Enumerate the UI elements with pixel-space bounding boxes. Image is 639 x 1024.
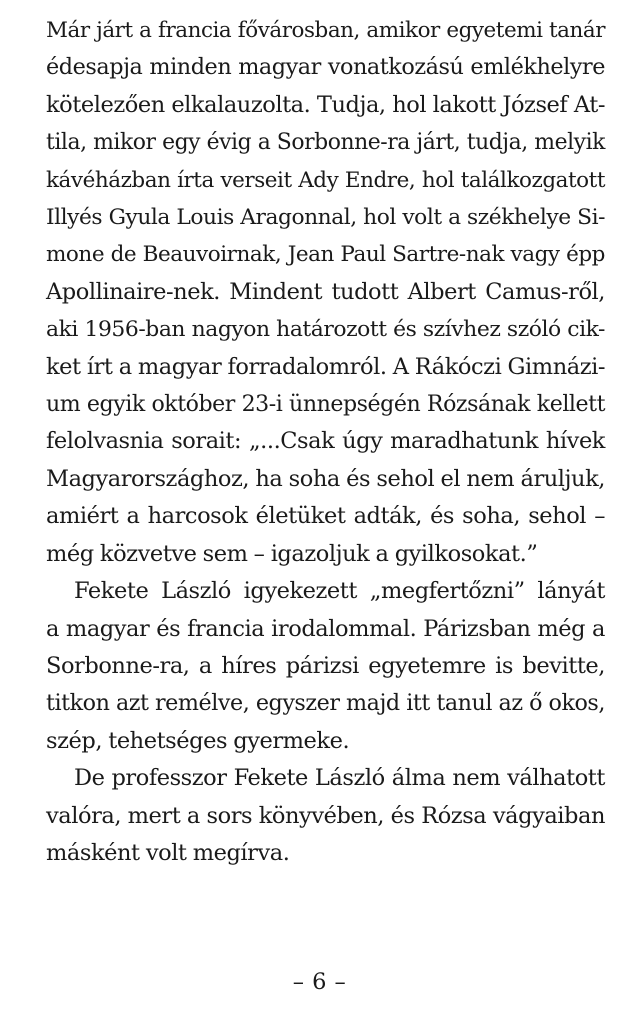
text-line: Sorbonne-ra, a híres párizsi egyetemre is bevitte,: [46, 652, 605, 679]
text-line: a magyar és francia irodalommal. Párizsban még a: [46, 615, 605, 642]
paragraph-3: [46, 760, 605, 872]
text-line: De professzor Fekete László álma nem válhatott: [74, 765, 605, 792]
text-line: um egyik október 23-i ünnepségén Rózsának kellett: [46, 391, 605, 418]
paragraph-2: [46, 573, 605, 760]
text-line: édesapja minden magyar vonatkozású emlékhelyre: [46, 54, 605, 81]
paragraph-1: [46, 12, 605, 573]
text-line: másként volt megírva.: [46, 839, 290, 866]
text-line: Illyés Gyula Louis Aragonnal, hol volt a székhelye Si-: [46, 205, 605, 231]
text-line: Apollinaire-nek. Mindent tudott Albert Camus-ről,: [46, 278, 605, 305]
text-line: tila, mikor egy évig a Sorbonne-ra járt, tudja, melyik: [46, 130, 605, 156]
text-line: titkon azt remélve, egyszer majd itt tanul az ő okos,: [46, 690, 605, 717]
page-number: – 6 –: [292, 969, 347, 995]
text-line: Fekete László igyekezett „megfertőzni” lányát: [74, 578, 605, 605]
text-line: még közvetve sem – igazoljuk a gyilkosokat.”: [46, 540, 538, 567]
text-line: amiért a harcosok életüket adták, és soha, sehol –: [46, 503, 605, 530]
text-line: kötelezően elkalauzolta. Tudja, hol lakott József At-: [46, 91, 605, 118]
text-line: felolvasnia sorait: „...Csak úgy maradhatunk hívek: [46, 428, 605, 455]
text-line: szép, tehetséges gyermeke.: [46, 727, 350, 754]
body-text: [46, 12, 605, 872]
text-line: valóra, mert a sors könyvében, és Rózsa vágyaiban: [46, 802, 605, 829]
text-line: kávéházban írta verseit Ady Endre, hol találkozgatott: [46, 167, 605, 193]
text-line: Magyarországhoz, ha soha és sehol el nem áruljuk,: [46, 465, 605, 492]
text-line: mone de Beauvoirnak, Jean Paul Sartre-nak vagy épp: [46, 242, 605, 268]
text-line: aki 1956-ban nagyon határozott és szívhez szóló cik-: [46, 317, 605, 343]
text-line: Már járt a francia fővárosban, amikor egyetemi tanár: [46, 18, 605, 43]
text-line: ket írt a magyar forradalomról. A Rákóczi Gimnázi-: [46, 353, 605, 380]
